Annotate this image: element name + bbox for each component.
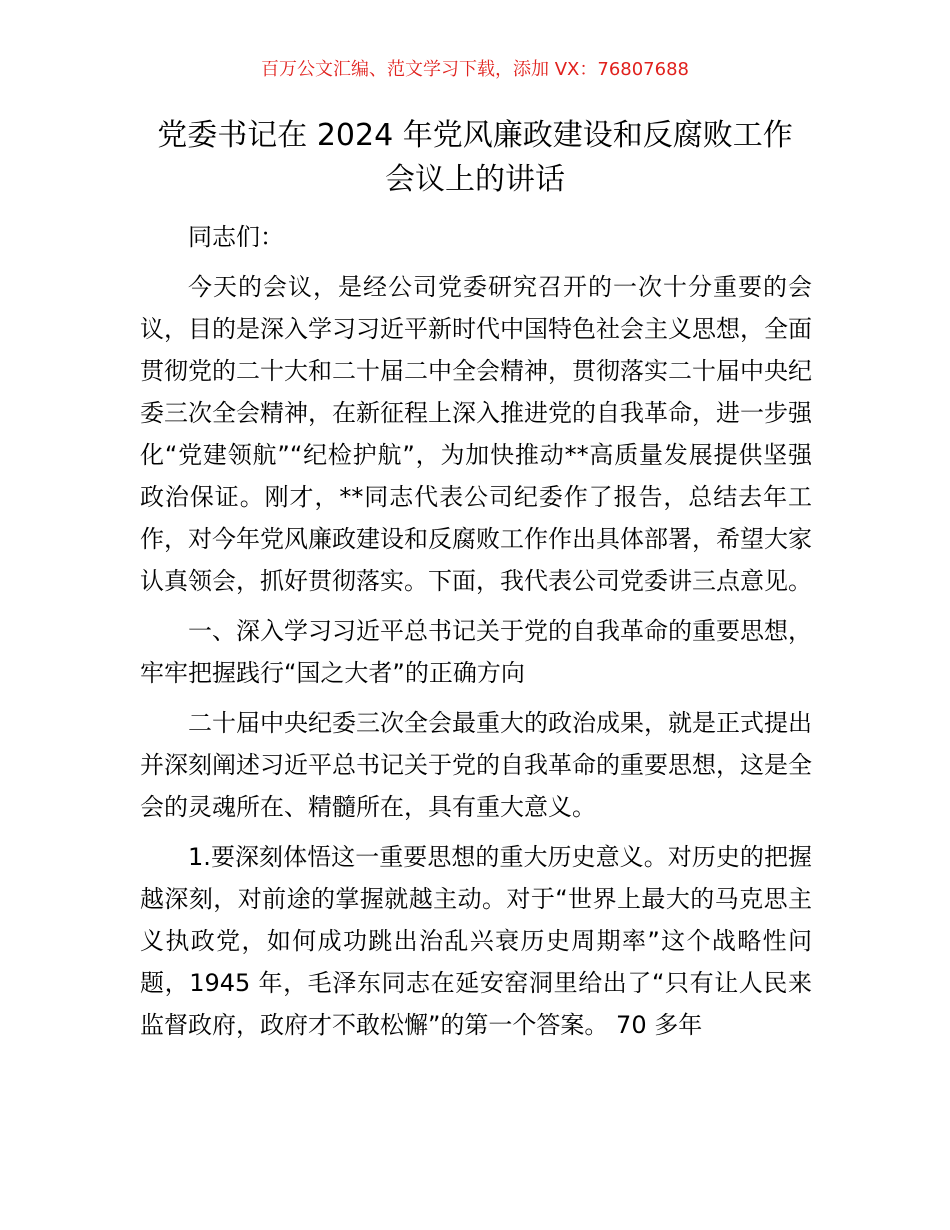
document-body [140,216,812,1054]
section-heading-1: 一、深入学习习近平总书记关于党的自我革命的重要思想，牢牢把握践行“国之大者”的正确方向 [140,617,812,687]
paragraph-point-1: 1.要深刻体悟这一重要思想的重大历史意义。对历史的把握越深刻，对前途的掌握就越主动。对于“世界上最大的马克思主义执政党，如何成功跳出治乱兴衰历史周期率”这个战略性问题，1945 年，毛泽东同志在延安窑洞里给出了“只有让人民来监督政府，政府才不敢松懈”的第一个答案。 70 多年 [140,843,812,1039]
document-title [120,114,830,202]
paragraph-intro: 今天的会议，是经公司党委研究召开的一次十分重要的会议，目的是深入学习习近平新时代中国特色社会主义思想，全面贯彻党的二十大和二十届二中全会精神，贯彻落实二十届中央纪委三次全会精神，在新征程上深入推进党的自我革命，进一步强化“党建领航”“纪检护航”，为加快推动**高质量发展提供坚强政治保证。刚才，**同志代表公司纪委作了报告，总结去年工作，对今年党风廉政建设和反腐败工作作出具体部署，希望大家认真领会，抓好贯彻落实。下面，我代表公司党委讲三点意见。 [140,273,812,595]
salutation: 同志们： [188,223,284,251]
title-line-2: 会议上的讲话 [385,162,565,197]
title-line-1: 党委书记在 2024 年党风廉政建设和反腐败工作 [157,118,793,153]
paragraph-section-1: 二十届中央纪委三次全会最重大的政治成果，就是正式提出并深刻阐述习近平总书记关于党的自我革命的重要思想，这是全会的灵魂所在、精髓所在，具有重大意义。 [140,709,812,821]
header-note: 百万公文汇编、范文学习下载，添加 VX：76807688 [261,59,689,80]
